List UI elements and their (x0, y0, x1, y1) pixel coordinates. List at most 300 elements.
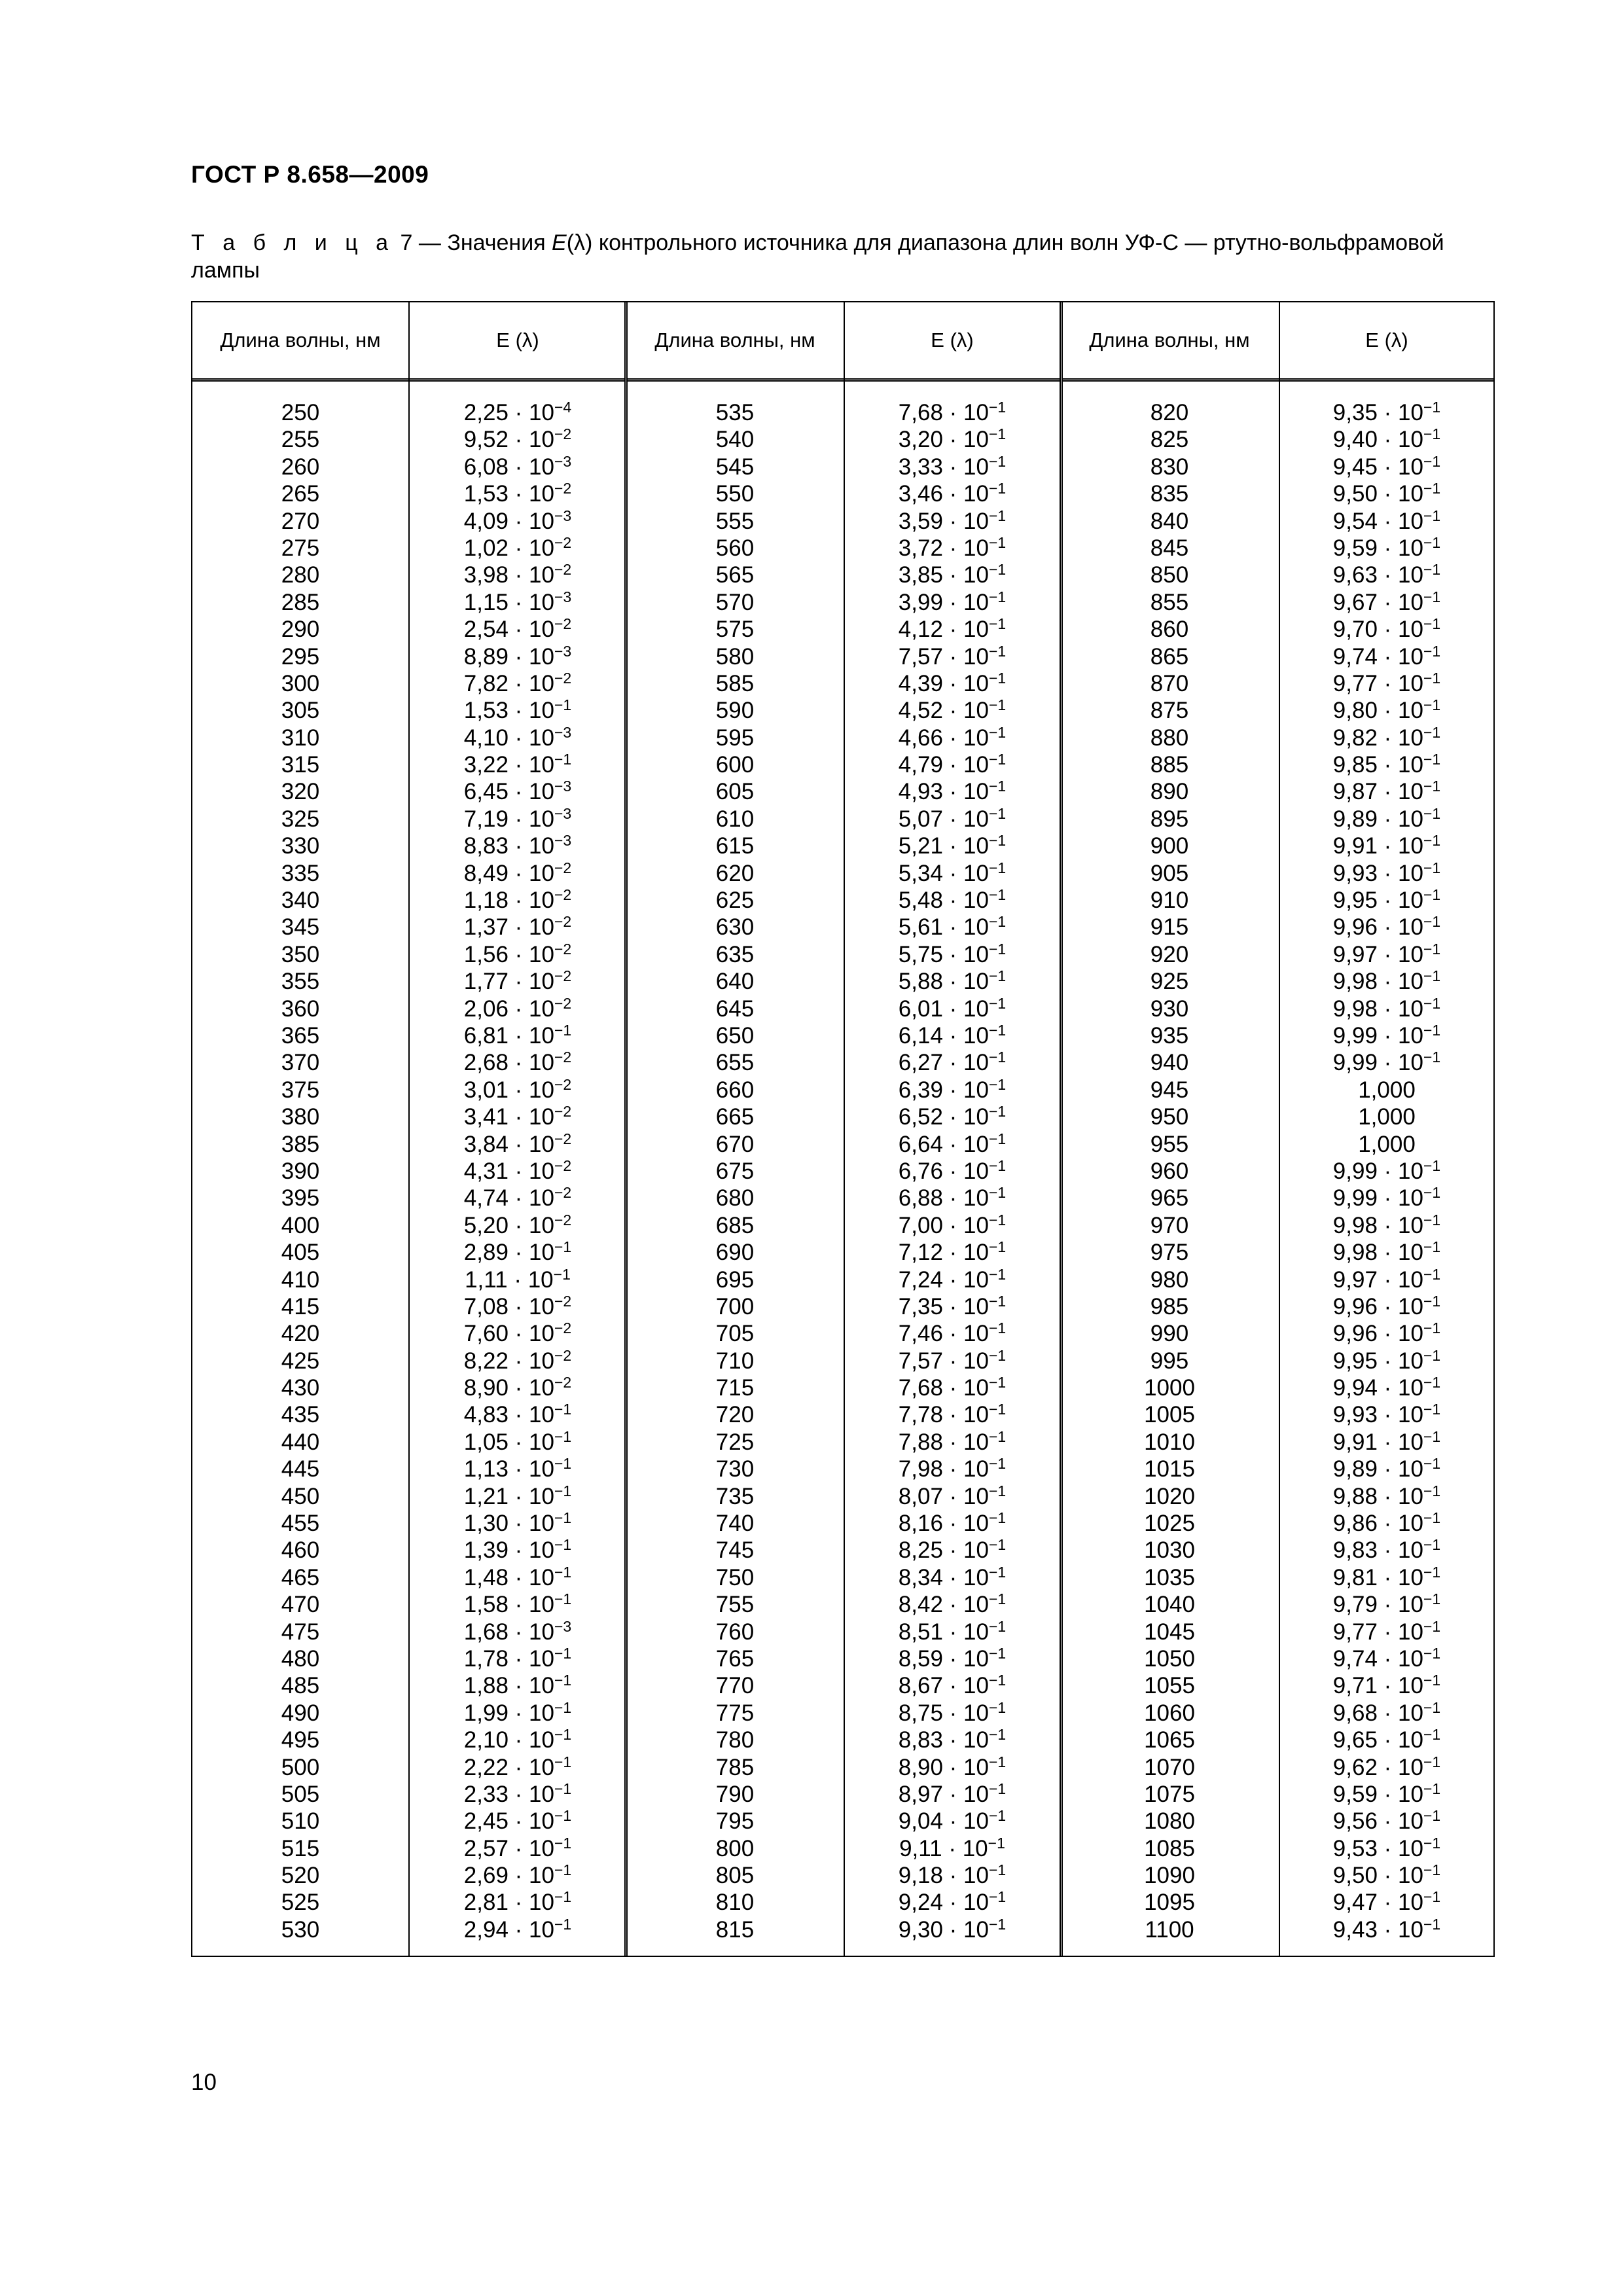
value-cell: $8,22 \cdot 10^{-2}$ (463, 1346, 572, 1374)
wavelength-cell: 500 (281, 1754, 320, 1780)
value-cell: $8,49 \cdot 10^{-2}$ (463, 859, 572, 886)
value-cell: $3,33 \cdot 10^{-1}$ (898, 452, 1007, 480)
value-cell: $8,75 \cdot 10^{-1}$ (898, 1698, 1007, 1726)
wavelength-cell: 940 (1150, 1050, 1189, 1076)
wavelength-cell: 890 (1150, 779, 1189, 805)
wavelength-cell: 370 (281, 1050, 320, 1076)
value-cell: $8,89 \cdot 10^{-3}$ (463, 642, 572, 670)
value-cell: $7,78 \cdot 10^{-1}$ (898, 1401, 1007, 1428)
value-cell: $9,98 \cdot 10^{-1}$ (1332, 1211, 1441, 1238)
wavelength-cell: 310 (281, 725, 320, 751)
value-cell: $9,93 \cdot 10^{-1}$ (1332, 859, 1441, 886)
value-cell: $5,07 \cdot 10^{-1}$ (898, 804, 1007, 832)
value-cell: $9,30 \cdot 10^{-1}$ (898, 1915, 1007, 1943)
header-wavelength-3: Длина волны, нм (1089, 329, 1250, 351)
wavelength-cell: 1020 (1144, 1483, 1195, 1509)
value-cell: $8,25 \cdot 10^{-1}$ (898, 1536, 1007, 1564)
wavelength-cell: 425 (281, 1348, 320, 1374)
wavelength-cell: 1095 (1144, 1890, 1195, 1916)
wavelength-cell: 550 (715, 481, 755, 507)
wavelength-cell: 670 (715, 1131, 755, 1157)
wavelength-cell: 250 (281, 400, 320, 425)
wavelength-cell: 790 (715, 1781, 755, 1807)
wavelength-cell: 880 (1150, 725, 1189, 751)
wavelength-cell: 1065 (1144, 1727, 1195, 1753)
value-cell: $9,86 \cdot 10^{-1}$ (1332, 1509, 1441, 1537)
value-cell: 1,000 (1358, 1077, 1416, 1103)
wavelength-cell: 1100 (1145, 1916, 1194, 1943)
table-caption-text-after: (λ) контрольного источника для диапазона длин волн УФ-С — ртутно-вольфрамовой лампы (191, 230, 1444, 283)
value-cell: $7,19 \cdot 10^{-3}$ (463, 804, 572, 832)
value-cell: $9,96 \cdot 10^{-1}$ (1332, 1292, 1441, 1319)
wavelength-cell: 1045 (1144, 1619, 1195, 1645)
value-cell: $9,91 \cdot 10^{-1}$ (1332, 832, 1441, 859)
value-cell: $1,88 \cdot 10^{-1}$ (463, 1672, 572, 1699)
value-cell: $3,59 \cdot 10^{-1}$ (898, 507, 1007, 534)
value-cell: $5,61 \cdot 10^{-1}$ (898, 913, 1007, 941)
wavelength-cell: 270 (281, 508, 320, 534)
wavelength-cell: 1085 (1144, 1835, 1195, 1861)
wavelength-cell: 1070 (1144, 1754, 1195, 1780)
wavelength-cell: 1015 (1144, 1456, 1195, 1482)
wavelength-cell: 430 (281, 1375, 320, 1401)
wavelength-cell: 755 (715, 1592, 755, 1618)
value-cell: $5,34 \cdot 10^{-1}$ (898, 859, 1007, 886)
wavelength-column-1 (192, 399, 408, 1943)
value-cell: $9,65 \cdot 10^{-1}$ (1332, 1726, 1441, 1753)
data-table (191, 301, 1495, 1957)
wavelength-cell: 260 (281, 454, 320, 480)
wavelength-cell: 415 (281, 1293, 320, 1319)
wavelength-cell: 330 (281, 833, 320, 859)
value-cell: $9,18 \cdot 10^{-1}$ (898, 1861, 1007, 1889)
wavelength-cell: 850 (1150, 562, 1189, 588)
value-cell: $9,63 \cdot 10^{-1}$ (1332, 561, 1441, 588)
value-cell: $9,85 \cdot 10^{-1}$ (1332, 751, 1441, 778)
wavelength-cell: 360 (281, 996, 320, 1022)
value-cell: $9,67 \cdot 10^{-1}$ (1332, 588, 1441, 615)
table-caption (191, 229, 1493, 284)
value-cell: $2,45 \cdot 10^{-1}$ (463, 1807, 572, 1835)
table-caption-symbol: E (552, 230, 567, 255)
wavelength-cell: 505 (281, 1781, 320, 1807)
wavelength-cell: 515 (281, 1835, 320, 1861)
wavelength-cell: 600 (715, 752, 755, 778)
wavelength-cell: 895 (1150, 806, 1189, 832)
wavelength-cell: 685 (715, 1212, 755, 1238)
value-cell: $7,12 \cdot 10^{-1}$ (898, 1238, 1007, 1266)
wavelength-cell: 530 (281, 1916, 320, 1943)
value-cell: $9,24 \cdot 10^{-1}$ (898, 1888, 1007, 1916)
wavelength-cell: 355 (281, 969, 320, 995)
wavelength-cell: 590 (715, 698, 755, 724)
wavelength-cell: 680 (715, 1185, 755, 1211)
wavelength-cell: 690 (715, 1240, 755, 1266)
wavelength-cell: 405 (281, 1240, 320, 1266)
wavelength-cell: 470 (281, 1592, 320, 1618)
value-cell: $9,96 \cdot 10^{-1}$ (1332, 913, 1441, 941)
standard-header: ГОСТ Р 8.658—2009 (191, 161, 429, 188)
value-cell: $9,88 \cdot 10^{-1}$ (1332, 1482, 1441, 1509)
value-cell: $7,57 \cdot 10^{-1}$ (898, 1346, 1007, 1374)
wavelength-cell: 770 (715, 1673, 755, 1699)
value-cell: $7,08 \cdot 10^{-2}$ (463, 1292, 572, 1319)
table-caption-text-before: — Значения (418, 230, 552, 255)
value-cell: $8,16 \cdot 10^{-1}$ (898, 1509, 1007, 1537)
value-cell: $7,35 \cdot 10^{-1}$ (898, 1292, 1007, 1319)
value-cell: $2,54 \cdot 10^{-2}$ (463, 615, 572, 643)
wavelength-cell: 325 (281, 806, 320, 832)
wavelength-cell: 725 (715, 1429, 755, 1455)
wavelength-cell: 1030 (1144, 1537, 1195, 1564)
wavelength-cell: 480 (281, 1645, 320, 1672)
wavelength-cell: 485 (281, 1673, 320, 1699)
value-cell: $1,68 \cdot 10^{-3}$ (463, 1617, 572, 1645)
value-cell: $6,81 \cdot 10^{-1}$ (463, 1021, 572, 1049)
wavelength-cell: 735 (715, 1483, 755, 1509)
wavelength-cell: 420 (281, 1321, 320, 1347)
value-column-3 (1279, 399, 1495, 1943)
value-cell: $3,22 \cdot 10^{-1}$ (463, 751, 572, 778)
header-value-text-2: E (λ) (931, 329, 974, 351)
value-cell: $9,87 \cdot 10^{-1}$ (1332, 778, 1441, 805)
value-cell: $9,81 \cdot 10^{-1}$ (1332, 1563, 1441, 1590)
value-cell: $9,59 \cdot 10^{-1}$ (1332, 533, 1441, 561)
wavelength-cell: 575 (715, 617, 755, 643)
value-cell: $1,58 \cdot 10^{-1}$ (463, 1590, 572, 1618)
value-cell: $3,46 \cdot 10^{-1}$ (898, 480, 1007, 507)
wavelength-cell: 710 (715, 1348, 755, 1374)
wavelength-cell: 340 (281, 888, 320, 914)
value-cell: $9,80 \cdot 10^{-1}$ (1332, 696, 1441, 724)
value-cell: $3,01 \cdot 10^{-2}$ (463, 1075, 572, 1103)
wavelength-cell: 390 (281, 1158, 320, 1184)
wavelength-cell: 525 (281, 1890, 320, 1916)
wavelength-cell: 870 (1150, 670, 1189, 696)
value-cell: $7,24 \cdot 10^{-1}$ (898, 1265, 1007, 1293)
wavelength-cell: 665 (715, 1104, 755, 1130)
wavelength-cell: 810 (715, 1890, 755, 1916)
value-cell: $8,97 \cdot 10^{-1}$ (898, 1780, 1007, 1807)
value-cell: $1,11 \cdot 10^{-1}$ (465, 1265, 571, 1293)
wavelength-cell: 595 (715, 725, 755, 751)
wavelength-cell: 780 (715, 1727, 755, 1753)
wavelength-cell: 315 (281, 752, 320, 778)
wavelength-cell: 265 (281, 481, 320, 507)
wavelength-cell: 350 (281, 941, 320, 967)
wavelength-cell: 900 (1150, 833, 1189, 859)
value-cell: $8,07 \cdot 10^{-1}$ (898, 1482, 1007, 1509)
value-cell: $1,78 \cdot 10^{-1}$ (463, 1644, 572, 1672)
wavelength-cell: 1055 (1144, 1673, 1195, 1699)
value-cell: $1,53 \cdot 10^{-1}$ (463, 696, 572, 724)
value-cell: $9,89 \cdot 10^{-1}$ (1332, 1455, 1441, 1482)
wavelength-cell: 875 (1150, 698, 1189, 724)
wavelength-cell: 730 (715, 1456, 755, 1482)
value-cell: $6,27 \cdot 10^{-1}$ (898, 1049, 1007, 1076)
wavelength-cell: 650 (715, 1022, 755, 1049)
value-cell: $4,93 \cdot 10^{-1}$ (898, 778, 1007, 805)
value-cell: $9,98 \cdot 10^{-1}$ (1332, 967, 1441, 995)
value-cell: $9,47 \cdot 10^{-1}$ (1332, 1888, 1441, 1916)
value-cell: $4,39 \cdot 10^{-1}$ (898, 669, 1007, 696)
wavelength-cell: 400 (281, 1212, 320, 1238)
value-cell: $9,95 \cdot 10^{-1}$ (1332, 886, 1441, 914)
value-cell: $3,85 \cdot 10^{-1}$ (898, 561, 1007, 588)
value-cell: $9,43 \cdot 10^{-1}$ (1332, 1915, 1441, 1943)
value-cell: $8,34 \cdot 10^{-1}$ (898, 1563, 1007, 1590)
wavelength-cell: 795 (715, 1808, 755, 1835)
wavelength-cell: 840 (1150, 508, 1189, 534)
value-cell: $9,94 \cdot 10^{-1}$ (1332, 1374, 1441, 1401)
value-cell: $9,50 \cdot 10^{-1}$ (1332, 1861, 1441, 1889)
wavelength-cell: 1010 (1144, 1429, 1195, 1455)
wavelength-cell: 920 (1150, 941, 1189, 967)
wavelength-cell: 585 (715, 670, 755, 696)
wavelength-cell: 625 (715, 888, 755, 914)
value-cell: $4,66 \cdot 10^{-1}$ (898, 723, 1007, 751)
value-cell: $1,05 \cdot 10^{-1}$ (463, 1427, 572, 1455)
wavelength-cell: 925 (1150, 969, 1189, 995)
wavelength-cell: 295 (281, 643, 320, 670)
header-value-2 (844, 302, 1060, 378)
wavelength-cell: 540 (715, 427, 755, 453)
wavelength-cell: 465 (281, 1564, 320, 1590)
wavelength-cell: 750 (715, 1564, 755, 1590)
wavelength-cell: 695 (715, 1266, 755, 1293)
value-cell: $5,75 \cdot 10^{-1}$ (898, 940, 1007, 967)
wavelength-cell: 825 (1150, 427, 1189, 453)
value-cell: $6,08 \cdot 10^{-3}$ (463, 452, 572, 480)
wavelength-cell: 655 (715, 1050, 755, 1076)
value-column-1 (410, 399, 626, 1943)
wavelength-cell: 675 (715, 1158, 755, 1184)
value-cell: $1,02 \cdot 10^{-2}$ (463, 533, 572, 561)
value-cell: $7,98 \cdot 10^{-1}$ (898, 1455, 1007, 1482)
header-value-3 (1279, 302, 1495, 378)
value-cell: $3,20 \cdot 10^{-1}$ (898, 425, 1007, 453)
wavelength-cell: 555 (715, 508, 755, 534)
value-cell: $6,64 \cdot 10^{-1}$ (898, 1130, 1007, 1157)
value-cell: $1,18 \cdot 10^{-2}$ (463, 886, 572, 914)
value-cell: $9,98 \cdot 10^{-1}$ (1332, 994, 1441, 1022)
wavelength-cell: 1035 (1144, 1564, 1195, 1590)
wavelength-cell: 520 (281, 1863, 320, 1889)
value-cell: $9,45 \cdot 10^{-1}$ (1332, 452, 1441, 480)
value-cell: $4,12 \cdot 10^{-1}$ (898, 615, 1007, 643)
wavelength-cell: 645 (715, 996, 755, 1022)
value-cell: $7,68 \cdot 10^{-1}$ (898, 1374, 1007, 1401)
value-cell: $7,88 \cdot 10^{-1}$ (898, 1427, 1007, 1455)
wavelength-cell: 495 (281, 1727, 320, 1753)
value-cell: $4,31 \cdot 10^{-2}$ (463, 1157, 572, 1184)
wavelength-cell: 380 (281, 1104, 320, 1130)
value-cell: $9,74 \cdot 10^{-1}$ (1332, 1644, 1441, 1672)
wavelength-cell: 440 (281, 1429, 320, 1455)
value-cell: $4,10 \cdot 10^{-3}$ (463, 723, 572, 751)
header-wavelength-2: Длина волны, нм (654, 329, 815, 351)
value-cell: $9,91 \cdot 10^{-1}$ (1332, 1427, 1441, 1455)
wavelength-cell: 885 (1150, 752, 1189, 778)
value-cell: $9,79 \cdot 10^{-1}$ (1332, 1590, 1441, 1618)
value-cell: $2,94 \cdot 10^{-1}$ (463, 1915, 572, 1943)
wavelength-cell: 305 (281, 698, 320, 724)
value-cell: $8,90 \cdot 10^{-2}$ (463, 1374, 572, 1401)
value-cell: $5,88 \cdot 10^{-1}$ (898, 967, 1007, 995)
value-cell: $9,50 \cdot 10^{-1}$ (1332, 480, 1441, 507)
wavelength-cell: 1090 (1144, 1863, 1195, 1889)
wavelength-cell: 365 (281, 1022, 320, 1049)
wavelength-cell: 560 (715, 535, 755, 561)
value-cell: $1,13 \cdot 10^{-1}$ (463, 1455, 572, 1482)
value-cell: $8,42 \cdot 10^{-1}$ (898, 1590, 1007, 1618)
wavelength-cell: 255 (281, 427, 320, 453)
value-cell: $1,99 \cdot 10^{-1}$ (463, 1698, 572, 1726)
wavelength-cell: 1040 (1144, 1592, 1195, 1618)
value-cell: $8,83 \cdot 10^{-1}$ (898, 1726, 1007, 1753)
page-number: 10 (191, 2070, 217, 2095)
value-cell: $3,72 \cdot 10^{-1}$ (898, 533, 1007, 561)
wavelength-cell: 765 (715, 1645, 755, 1672)
value-cell: $6,39 \cdot 10^{-1}$ (898, 1075, 1007, 1103)
wavelength-cell: 580 (715, 643, 755, 670)
value-cell: $9,93 \cdot 10^{-1}$ (1332, 1401, 1441, 1428)
wavelength-cell: 510 (281, 1808, 320, 1835)
value-cell: $4,52 \cdot 10^{-1}$ (898, 696, 1007, 724)
wavelength-cell: 700 (715, 1293, 755, 1319)
value-cell: $3,84 \cdot 10^{-2}$ (463, 1130, 572, 1157)
wavelength-cell: 965 (1150, 1185, 1189, 1211)
wavelength-cell: 445 (281, 1456, 320, 1482)
value-cell: $9,98 \cdot 10^{-1}$ (1332, 1238, 1441, 1266)
wavelength-cell: 290 (281, 617, 320, 643)
wavelength-cell: 1060 (1144, 1700, 1195, 1726)
value-cell: $1,30 \cdot 10^{-1}$ (463, 1509, 572, 1537)
wavelength-cell: 450 (281, 1483, 320, 1509)
value-cell: $4,83 \cdot 10^{-1}$ (463, 1401, 572, 1428)
value-cell: 1,000 (1358, 1131, 1416, 1157)
value-cell: $9,70 \cdot 10^{-1}$ (1332, 615, 1441, 643)
wavelength-cell: 460 (281, 1537, 320, 1564)
wavelength-cell: 785 (715, 1754, 755, 1780)
header-rule (192, 378, 1493, 382)
value-cell: $2,57 \cdot 10^{-1}$ (463, 1834, 572, 1861)
wavelength-cell: 640 (715, 969, 755, 995)
wavelength-cell: 375 (281, 1077, 320, 1103)
wavelength-cell: 435 (281, 1402, 320, 1428)
value-cell: $7,82 \cdot 10^{-2}$ (463, 669, 572, 696)
value-cell: $6,01 \cdot 10^{-1}$ (898, 994, 1007, 1022)
wavelength-cell: 395 (281, 1185, 320, 1211)
wavelength-cell: 345 (281, 914, 320, 941)
header-value-text-3: E (λ) (1365, 329, 1408, 351)
wavelength-cell: 720 (715, 1402, 755, 1428)
wavelength-cell: 705 (715, 1321, 755, 1347)
value-cell: $6,14 \cdot 10^{-1}$ (898, 1021, 1007, 1049)
wavelength-cell: 610 (715, 806, 755, 832)
wavelength-cell: 615 (715, 833, 755, 859)
wavelength-cell: 905 (1150, 860, 1189, 886)
value-cell: $9,35 \cdot 10^{-1}$ (1332, 399, 1441, 425)
value-cell: $1,56 \cdot 10^{-2}$ (463, 940, 572, 967)
value-cell: $9,54 \cdot 10^{-1}$ (1332, 507, 1441, 534)
value-cell: $9,99 \cdot 10^{-1}$ (1332, 1157, 1441, 1184)
value-cell: $9,99 \cdot 10^{-1}$ (1332, 1184, 1441, 1211)
wavelength-cell: 385 (281, 1131, 320, 1157)
value-cell: $9,04 \cdot 10^{-1}$ (898, 1807, 1007, 1835)
value-cell: $8,67 \cdot 10^{-1}$ (898, 1672, 1007, 1699)
wavelength-cell: 1025 (1144, 1511, 1195, 1537)
wavelength-cell: 410 (281, 1266, 320, 1293)
wavelength-cell: 475 (281, 1619, 320, 1645)
value-cell: $7,46 \cdot 10^{-1}$ (898, 1319, 1007, 1347)
value-cell: $5,21 \cdot 10^{-1}$ (898, 832, 1007, 859)
wavelength-cell: 800 (715, 1835, 755, 1861)
value-cell: $4,74 \cdot 10^{-2}$ (463, 1184, 572, 1211)
value-cell: $2,25 \cdot 10^{-4}$ (463, 399, 572, 425)
wavelength-cell: 280 (281, 562, 320, 588)
value-cell: $9,11 \cdot 10^{-1}$ (899, 1834, 1005, 1861)
value-cell: $9,40 \cdot 10^{-1}$ (1332, 425, 1441, 453)
wavelength-cell: 935 (1150, 1022, 1189, 1049)
value-cell: $6,52 \cdot 10^{-1}$ (898, 1103, 1007, 1130)
value-cell: $6,45 \cdot 10^{-3}$ (463, 778, 572, 805)
wavelength-cell: 630 (715, 914, 755, 941)
value-cell: $3,41 \cdot 10^{-2}$ (463, 1103, 572, 1130)
value-cell: $3,99 \cdot 10^{-1}$ (898, 588, 1007, 615)
table-caption-label: Т а б л и ц а (191, 230, 395, 255)
value-cell: $1,53 \cdot 10^{-2}$ (463, 480, 572, 507)
wavelength-cell: 865 (1150, 643, 1189, 670)
value-cell: $9,95 \cdot 10^{-1}$ (1332, 1346, 1441, 1374)
wavelength-column-3 (1061, 399, 1277, 1943)
wavelength-cell: 855 (1150, 589, 1189, 615)
wavelength-cell: 775 (715, 1700, 755, 1726)
value-cell: $8,59 \cdot 10^{-1}$ (898, 1644, 1007, 1672)
value-cell: $9,53 \cdot 10^{-1}$ (1332, 1834, 1441, 1861)
value-cell: $2,89 \cdot 10^{-1}$ (463, 1238, 572, 1266)
wavelength-cell: 980 (1150, 1266, 1189, 1293)
wavelength-cell: 300 (281, 670, 320, 696)
wavelength-cell: 455 (281, 1511, 320, 1537)
value-cell: $2,33 \cdot 10^{-1}$ (463, 1780, 572, 1807)
wavelength-cell: 320 (281, 779, 320, 805)
value-cell: $2,69 \cdot 10^{-1}$ (463, 1861, 572, 1889)
wavelength-cell: 805 (715, 1863, 755, 1889)
wavelength-cell: 285 (281, 589, 320, 615)
value-cell: $9,99 \cdot 10^{-1}$ (1332, 1021, 1441, 1049)
wavelength-cell: 915 (1150, 914, 1189, 941)
value-cell: $1,48 \cdot 10^{-1}$ (463, 1563, 572, 1590)
wavelength-cell: 985 (1150, 1293, 1189, 1319)
value-cell: $1,37 \cdot 10^{-2}$ (463, 913, 572, 941)
value-cell: $4,09 \cdot 10^{-3}$ (463, 507, 572, 534)
value-cell: $3,98 \cdot 10^{-2}$ (463, 561, 572, 588)
value-cell: $9,97 \cdot 10^{-1}$ (1332, 940, 1441, 967)
wavelength-cell: 995 (1150, 1348, 1189, 1374)
header-wavelength-1: Длина волны, нм (220, 329, 381, 351)
value-cell: $2,22 \cdot 10^{-1}$ (463, 1753, 572, 1780)
wavelength-cell: 910 (1150, 888, 1189, 914)
wavelength-cell: 835 (1150, 481, 1189, 507)
value-cell: $7,68 \cdot 10^{-1}$ (898, 399, 1007, 425)
value-cell: $7,57 \cdot 10^{-1}$ (898, 642, 1007, 670)
value-cell: $9,52 \cdot 10^{-2}$ (463, 425, 572, 453)
wavelength-cell: 660 (715, 1077, 755, 1103)
wavelength-cell: 945 (1150, 1077, 1189, 1103)
wavelength-cell: 970 (1150, 1212, 1189, 1238)
wavelength-cell: 1050 (1144, 1645, 1195, 1672)
